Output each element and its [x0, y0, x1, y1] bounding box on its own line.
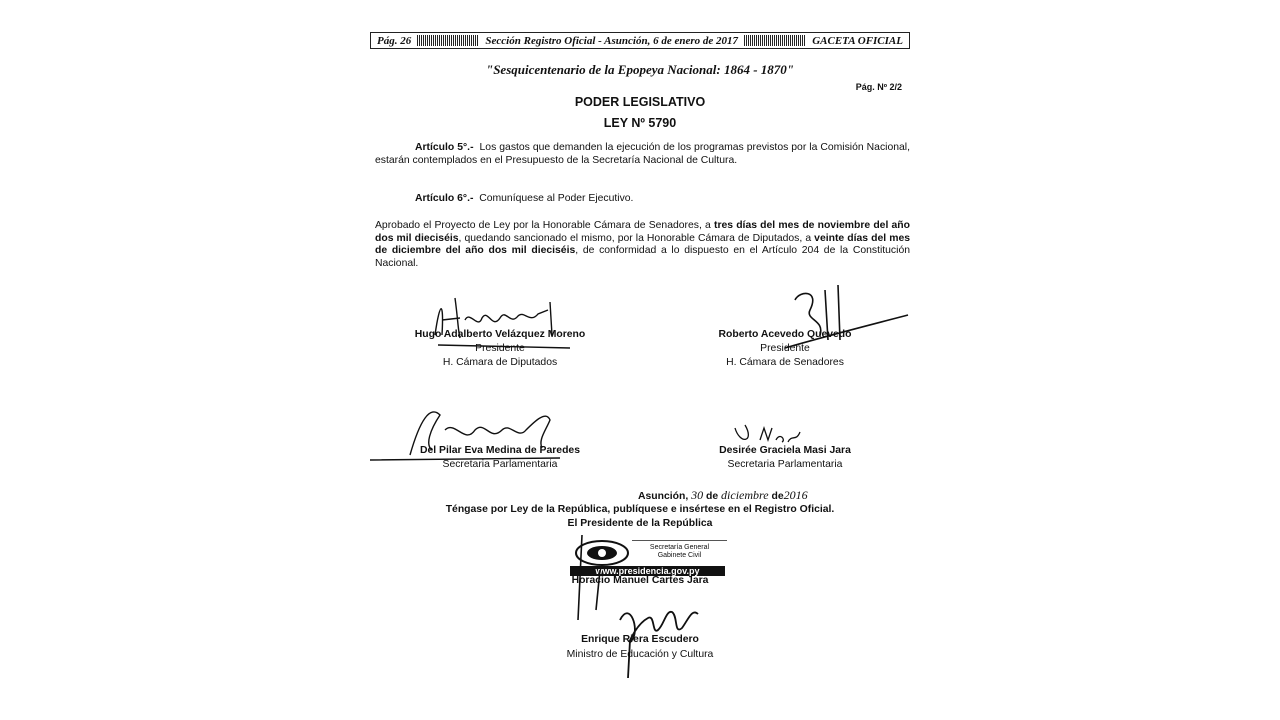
decree-de-1: de: [706, 491, 719, 502]
stamp-line-2: Gabinete Civil: [657, 552, 702, 559]
stamp-text: [632, 544, 727, 560]
gazette-page: [370, 30, 910, 710]
header-section: Sección Registro Oficial - Asunción, 6 de enero de 2017: [485, 34, 739, 47]
approval-paragraph: [375, 220, 910, 270]
decree-de-2: de: [771, 491, 784, 502]
approval-text-1: Aprobado el Proyecto de Ley por la Honorable Cámara de Senadores, a: [375, 220, 714, 231]
header-page: Pág. 26: [377, 34, 412, 47]
decree-line-2: El Presidente de la República: [567, 518, 713, 529]
signatory-2-name: Roberto Acevedo Quevedo: [718, 329, 852, 340]
stamp-line-1: Secretaría General: [649, 544, 710, 551]
approval-text-2: , quedando sancionado el mismo, por la Honorable Cámara de Diputados, a: [458, 232, 815, 244]
signatory-4-role: Secretaria Parlamentaria: [727, 459, 843, 470]
decree-city: Asunción,: [638, 491, 689, 502]
stamp-rule: [632, 540, 727, 541]
decree-month: diciembre: [721, 488, 769, 502]
decree-day: 30: [691, 488, 704, 502]
president-name: Horacio Manuel Cartes Jara: [571, 575, 709, 586]
heading: PODER LEGISLATIVO: [574, 95, 706, 109]
signatory-3-name: Del Pilar Eva Medina de Paredes: [420, 445, 580, 456]
approval-date-senate: tres días del mes de noviembre del año dos mil dieciséis: [375, 220, 910, 244]
page-number: Pág. Nº 2/2: [855, 82, 902, 92]
motto: "Sesquicentenario de la Epopeya Nacional: 1864 - 1870": [485, 62, 794, 77]
header-gazette: GACETA OFICIAL: [812, 34, 903, 47]
header-hatch-right: [744, 35, 806, 46]
article-6: [375, 193, 910, 206]
signatory-1-name: Hugo Adalberto Velázquez Moreno: [414, 329, 586, 340]
gazette-header: [370, 32, 910, 49]
header-hatch-left: [417, 35, 479, 46]
law-number: LEY Nº 5790: [603, 116, 677, 130]
article-5-label: Artículo 5°.-: [415, 142, 474, 153]
approval-text-3: , de conformidad a lo dispuesto en el Artículo 204 de la Constitución Nacional.: [375, 245, 910, 269]
signatory-1-role: Presidente: [475, 343, 525, 354]
signatory-2-body: H. Cámara de Senadores: [726, 357, 844, 368]
approval-date-deputies: veinte días del mes de diciembre del año dos mil dieciséis: [375, 232, 910, 257]
signatory-3: [380, 444, 620, 472]
minister-role: Ministro de Educación y Cultura: [566, 649, 714, 660]
article-6-text: Comuníquese al Poder Ejecutivo.: [479, 193, 634, 204]
decree-line-1: Téngase por Ley de la República, publíquese e insértese en el Registro Oficial.: [445, 504, 835, 515]
article-5: [375, 142, 910, 167]
signatory-2-role: Presidente: [760, 343, 810, 354]
signatory-4: [665, 444, 905, 472]
decree-date: [638, 488, 898, 503]
signatory-1-body: H. Cámara de Diputados: [442, 357, 558, 368]
signatory-2: [665, 328, 905, 370]
decree-year: 2016: [783, 488, 808, 502]
signatory-3-role: Secretaria Parlamentaria: [442, 459, 558, 470]
presidency-url: www.presidencia.gov.py: [570, 566, 725, 576]
signatory-1: [380, 328, 620, 370]
signatory-4-name: Desirée Graciela Masi Jara: [719, 445, 851, 456]
article-5-text: Los gastos que demanden la ejecución de los programas previstos por la Comisión Nacional, estarán contemplados en el Presupuesto de la Secretaría Nacional de Cultura.: [375, 142, 910, 166]
article-6-label: Artículo 6°.-: [415, 193, 474, 204]
minister-name: Enrique Riera Escudero: [581, 634, 699, 645]
